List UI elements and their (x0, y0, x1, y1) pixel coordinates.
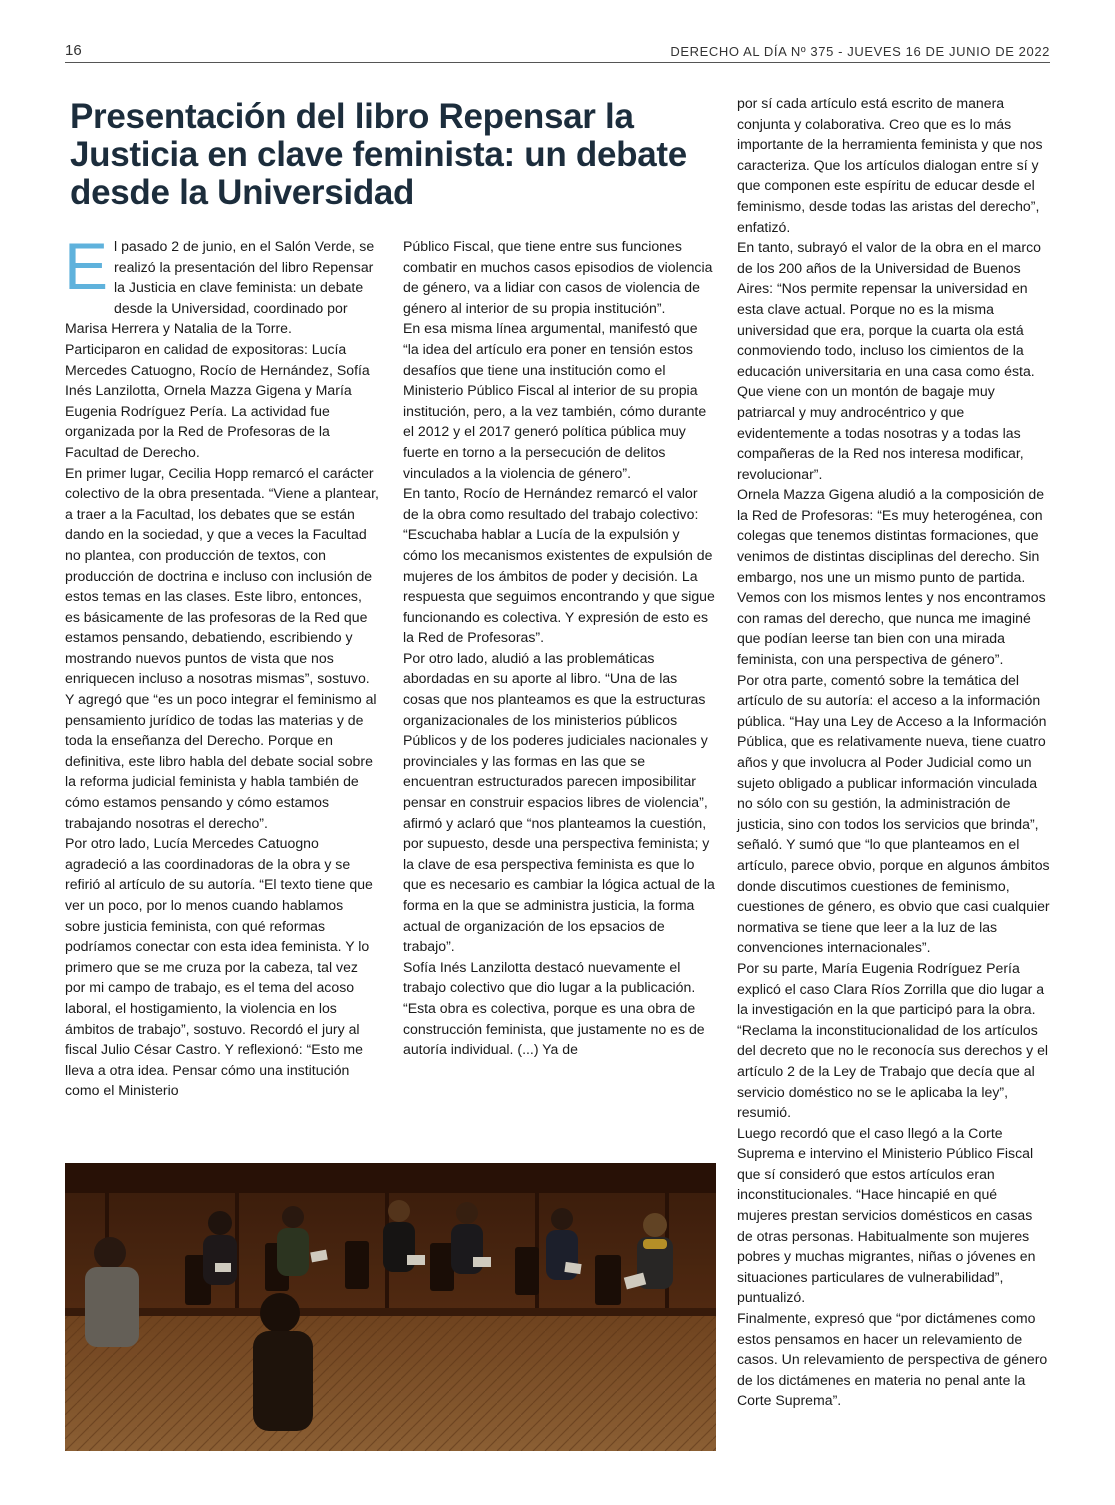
drop-cap: E (64, 229, 109, 303)
page-header (65, 40, 1050, 63)
paragraph: Sofía Inés Lanzilotta destacó nuevamente el trabajo colectivo que dio lugar a la publicación. “Esta obra es colectiva, porque es una obra de construcción feminista, que justamente no es de autoría individual. (...) Ya de (403, 958, 705, 1058)
paragraph: por sí cada artículo está escrito de manera conjunta y colaborativa. Creo que es lo más importante de la herramienta feminista y que nos caracteriza. Que los artículos dialogan entre sí y que componen este espíritu de educar desde el feminismo, desde todas las aristas del derecho”, enfatizó. (737, 95, 1043, 235)
paragraph: l pasado 2 de junio, en el Salón Verde, se realizó la presentación del libro Repensar la Justicia en clave feminista: un debate desde la Universidad, coordinado por Marisa Herrera y Natalia de la Torre. (65, 238, 375, 337)
event-photo (65, 1163, 716, 1451)
paragraph: Por otro lado, Lucía Mercedes Catuogno agradeció a las coordinadoras de la obra y se refirió al artículo de su autoría. “El texto tiene que ver un poco, por lo menos cuando hablamos sobre justicia feminista, con qué reformas podríamos conectar con esta idea feminista. Y lo primero que se me cruza por la cabeza, tal vez por mi campo de trabajo, es el tema del acoso laboral, el hostigamiento, la violencia en los ámbitos de trabajo”, sostuvo. Recordó el jury al fiscal Julio César Castro. Y reflexionó: “Esto me lleva a otra idea. Pensar cómo una institución como el Ministerio (65, 835, 373, 1099)
text-column-1 (64, 229, 379, 1101)
text-column-3 (737, 93, 1051, 1411)
paragraph: En esa misma línea argumental, manifestó que “la idea del artículo era poner en tensión estos desafíos que tiene una institución como el Ministerio Público Fiscal al interior de su propia institución, pero, a la vez también, cómo durante el 2012 y el 2017 generó política pública muy fuerte en torno a la persecución de delitos vinculados a la violencia de género”. (403, 320, 707, 481)
paragraph: Participaron en calidad de expositoras: Lucía Mercedes Catuogno, Rocío de Hernández, Sofía Inés Lanzilotta, Ornela Mazza Gigena y María Eugenia Rodríguez Pería. La actividad fue organizada por la Red de Profesoras de la Facultad de Derecho. (65, 340, 370, 460)
article-title: Presentación del libro Repensar la Justicia en clave feminista: un debate desde la Universidad (70, 97, 687, 212)
paragraph: Por otra parte, comentó sobre la temática del artículo de su autoría: el acceso a la información pública. “Hay una Ley de Acceso a la Información Pública, que es relativamente nueva, tiene cuatro años y que involucra al Poder Judicial como un sujeto obligado a publicar información vinculada no sólo con su gestión, la administración de justicia, sino con todos los servicios que brinda”, señaló. Y sumó que “lo que planteamos en el artículo, parece obvio, porque en algunos ámbitos donde discutimos cuestiones de feminismo, cuestiones de género, es obvio que casi cualquier normativa se tiene que leer a la luz de las convenciones internacionales”. (737, 671, 1050, 956)
paragraph: Público Fiscal, que tiene entre sus funciones combatir en muchos casos episodios de violencia de género, va a lidiar con casos de violencia de género al interior de su propia institución”. (403, 238, 713, 316)
paragraph: Luego recordó que el caso llegó a la Corte Suprema e intervino el Ministerio Público Fiscal que sí consideró que estos artículos eran inconstitucionales. “Hace hincapié en qué mujeres prestan servicios domésticos en casas de otras personas. Habitualmente son mujeres pobres y muchas migrantes, niñas o jóvenes en situaciones particulares de vulnerabilidad”, puntualizó. (737, 1124, 1036, 1306)
paragraph: Por otro lado, aludió a las problemáticas abordadas en su aporte al libro. “Una de las cosas que nos planteamos es que la estructuras organizacionales de los ministerios públicos Públicos y de los poderes judiciales nacionales y provinciales y las formas en las que se encuentran estructurados parecen imposibilitar pensar en construir espacios libres de violencia”, afirmó y aclaró que “nos planteamos la cuestión, por supuesto, desde una perspectiva feminista; y la clave de esa perspectiva feminista es que lo que es necesario es cambiar la lógica actual de la forma en la que se administra justicia, la forma actual de organización de los epsacios de trabajo”. (403, 649, 715, 955)
paragraph: Ornela Mazza Gigena aludió a la composición de la Red de Profesoras: “Es muy heterogénea, con colegas que tenemos distintas formaciones, que venimos de distintas disciplinas del derecho. Sin embargo, nos une un mismo punto de partida. Vemos con los mismos lentes y nos encontramos con ramas del derecho, que nunca me imaginé que podían leerse tan bien con una mirada feminista, con una perspectiva de género”. (737, 486, 1046, 668)
paragraph: Por su parte, María Eugenia Rodríguez Pería explicó el caso Clara Ríos Zorrilla que dio lugar a la investigación en la que participó para la obra. “Reclama la inconstitucionalidad de los artículos del decreto que no le reconocía sus derechos y el artículo 2 de la Ley de Trabajo que decía que al servicio doméstico no se le aplicaba la ley”, resumió. (737, 959, 1049, 1121)
paragraph: En tanto, Rocío de Hernández remarcó el valor de la obra como resultado del trabajo colectivo: “Escuchaba hablar a Lucía de la expulsión y cómo los mecanismos existentes de expulsión de mujeres de los ámbitos de poder y decisión. La respuesta que seguimos encontrando y que sigue funcionando es colectiva. Y expresión de esto es la Red de Profesoras”. (403, 485, 715, 646)
masthead: DERECHO AL DÍA Nº 375 - JUEVES 16 DE JUNIO DE 2022 (670, 44, 1050, 59)
paragraph: En tanto, subrayó el valor de la obra en el marco de los 200 años de la Universidad de Buenos Aires: “Nos permite repensar la universidad en esta clave actual. Porque no es la misma universidad que era, porque la cuarta ola está conmoviendo todo, incluso los cimientos de la educación universitaria en una casa como ésta. Que viene con un montón de bagaje muy patriarcal y muy androcéntrico y que evidentemente a todas nosotras y a todas las compañeras de la Red nos interesa modificar, revolucionar”. (737, 239, 1041, 482)
event-photo-illustration (65, 1163, 716, 1451)
paragraph: Finalmente, expresó que “por dictámenes como estos pensamos en hacer un relevamiento de casos. Un relevamiento de perspectiva de género de los dictámenes en materia no penal ante la Corte Suprema”. (737, 1310, 1048, 1409)
paragraph: En primer lugar, Cecilia Hopp remarcó el carácter colectivo de la obra presentada. “Viene a plantear, a traer a la Facultad, los debates que se están dando en la sociedad, y que a veces la Facultad no plantea, con producción de textos, con producción de doctrina e incluso con inclusión de estos temas en las clases. Este libro, entonces, es básicamente de las profesoras de la Red que estamos pensando, debatiendo, escribiendo y mostrando nuevos puntos de vista que nos enriquecen incluso a nosotras mismas”, sostuvo. Y agregó que “es un poco integrar el feminismo al pensamiento jurídico de todas las materias y de toda la enseñanza del Derecho. Porque en definitiva, este libro habla del debate social sobre la reforma judicial feminista y habla también de cómo estamos pensando y cómo estamos trabajando nosotras el derecho”. (65, 464, 379, 831)
text-column-2 (403, 236, 715, 1060)
page-number: 16 (65, 42, 82, 59)
